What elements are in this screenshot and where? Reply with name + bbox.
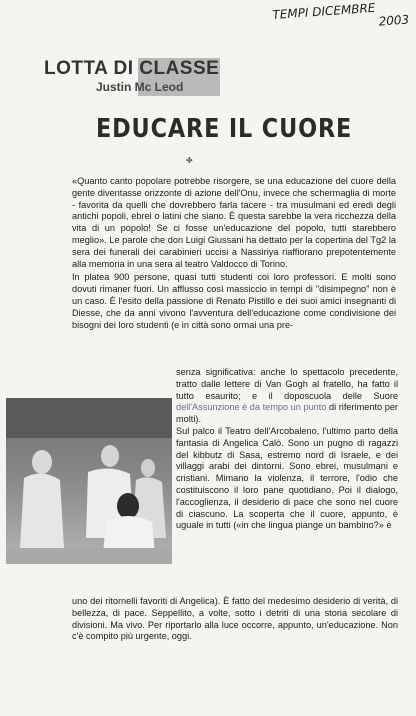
column-header bbox=[36, 56, 226, 96]
column-author: Justin Mc Leod bbox=[96, 80, 184, 94]
stage-photo-image bbox=[6, 398, 172, 564]
handwritten-line-2: 2003 bbox=[378, 12, 410, 29]
article-body-top bbox=[72, 176, 396, 333]
wrap-text-2: di riferimento per molti). bbox=[176, 402, 398, 425]
wrap-text-3: Sul palco il Teatro dell'Arcobaleno, l'ultimo parto della fantasia di Angelica Calò. Sono un pugno di ragazzi del kibbutz di Sasa, estremo nord di Israele, e dei villaggi arabi dei dintorni. Sono ebrei, musulmani e cristiani. Mimano la violenza, il terrore, l'odio che costituiscono il loro pane quotidiano. Poi il dialogo, l'accoglienza, il desiderio di pace che sono nel cuore di ciascuno. La scoperta che il cuore, appunto, è uguale in tutti («in che lingua piange un bambino?» è bbox=[176, 425, 398, 531]
wrap-text-1: senza significativa: anche lo spettacolo precedente, tratto dalle lettere di Van Gogh al fratello, ha fatto il tutto esaurito; e il doposcuola delle Suore bbox=[176, 367, 398, 401]
ornament-dot: ✤ bbox=[186, 156, 193, 165]
paragraph-1: «Quanto canto popolare potrebbe risorgere, se una educazione del cuore della gente diventasse orizzonte di azione dell'Onu, invece che schermaglia di morte - favorita da quelli che dovrebbero farla tacere - tra musulmani ed eredi degli antichi popoli, ebrei o latini che siano. È questa sarebbe la vera ricchezza della vita di un popolo! Se ci fosse un'educazione del popolo, tutti starebbero meglio». Le parole che don Luigi Giussani ha dettato per la copertina del Tg2 la sera dei funerali dei carabinieri uccisi a Nassiriya riaffiorano prepotentemente alla memoria in una sera al teatro Valdocco di Torino. bbox=[72, 176, 396, 269]
article-headline: EDUCARE IL CUORE bbox=[96, 114, 353, 144]
paragraph-2: In platea 900 persone, quasi tutti studenti coi loro professori. E molti sono dovuti rimaner fuori. Un afflusso così massiccio in tempi di "disimpegno" non è un caso. È l'esito della passione di Renato Pistillo e dei suoi amici insegnanti di Diesse, che da anni vivono l'avventura dell'educazione come condivisione dei bisogni dei loro studenti (e in città sono ormai una pre- bbox=[72, 272, 396, 330]
stage-photo bbox=[6, 398, 172, 564]
handwritten-date-note bbox=[272, 0, 414, 36]
wrap-text-highlight: dell'Assunzione è da tempo un punto bbox=[176, 402, 327, 413]
article-body-bottom: uno dei ritornelli favoriti di Angelica). È fatto del medesimo desiderio di verità, di bellezza, di pace. Seppellito, a volte, sotto i detriti di una storia secolare di divisioni. Ma vivo. Per riportarlo alla luce occorre, appunto, un'educazione. Non c'è compito più urgente, oggi. bbox=[72, 596, 398, 642]
handwritten-line-1: TEMPI DICEMBRE bbox=[272, 0, 376, 22]
column-title: LOTTA DI CLASSE bbox=[44, 58, 220, 79]
article-body-wrap bbox=[176, 367, 398, 532]
